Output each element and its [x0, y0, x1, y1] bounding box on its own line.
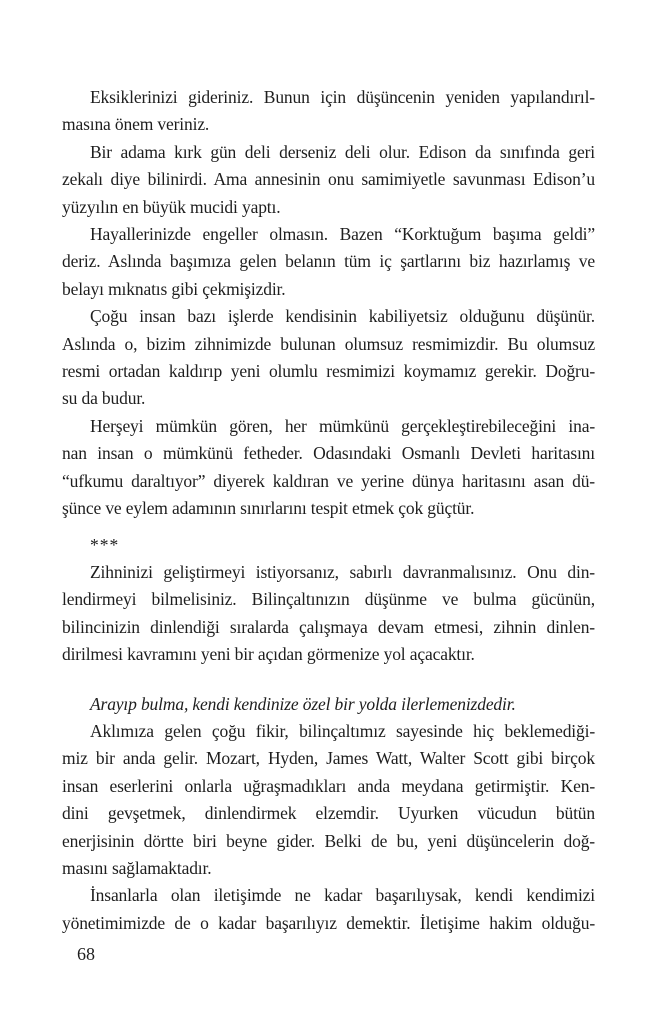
- text-line: Zihninizi geliştirmeyi istiyorsanız, sabırlı davranmalısınız. Onu din-: [90, 561, 595, 582]
- text-line: masına önem veriniz.: [62, 114, 210, 135]
- paragraph: [62, 882, 595, 937]
- text-line: lendirmeyi bilmelisiniz. Bilinçaltınızın düşünme ve bulma gücünün,: [62, 589, 595, 610]
- text-line: insan eserlerini onlarla uğraşmadıkları anda meydana getirmiştir. Ken-: [62, 775, 595, 796]
- text-line: bilincinizin dinlendiği sıralarda çalışmaya devam etmesi, zihnin dinlen-: [62, 616, 595, 637]
- text-line: şünce ve eylem adamının sınırlarını tespit etmek çok güçtür.: [62, 498, 475, 519]
- paragraph: [62, 221, 595, 303]
- text-line: nan insan o mümkünü fetheder. Odasındaki Osmanlı Devleti haritasını: [62, 443, 595, 464]
- text-line: miz bir anda gelir. Mozart, Hyden, James Watt, Walter Scott gibi birçok: [62, 748, 595, 769]
- text-line: Aslında o, bizim zihnimizde bulunan olumsuz resmimizdir. Bu olumsuz: [62, 333, 595, 354]
- text-line: belayı mıknatıs gibi çekmişizdir.: [62, 278, 286, 299]
- paragraph: [62, 559, 595, 669]
- text-line: ***: [90, 534, 120, 555]
- text-line: Bir adama kırk gün deli derseniz deli olur. Edison da sınıfında geri: [90, 141, 595, 162]
- paragraph: [62, 718, 595, 882]
- text-line: “ufkumu daraltıyor” diyerek kaldıran ve yerine dünya haritasını asan dü-: [62, 470, 595, 491]
- text-line: enerjisinin dörtte biri beyne gider. Belki de bu, yeni düşüncelerin doğ-: [62, 830, 595, 851]
- text-line: dini gevşetmek, dinlendirmek elzemdir. Uyurken vücudun bütün: [62, 803, 595, 824]
- section-separator: [62, 532, 595, 559]
- text-line: Herşeyi mümkün gören, her mümkünü gerçekleştirebileceğini ina-: [90, 415, 595, 436]
- paragraph: [62, 84, 595, 139]
- page-number: 68: [77, 944, 95, 964]
- text-line: Arayıp bulma, kendi kendinize özel bir yolda ilerlemenizdedir.: [90, 693, 516, 714]
- text-line: zekalı diye bilinirdi. Ama annesinin onu samimiyetle savunması Edison’u: [62, 169, 595, 190]
- text-line: yönetimimizde de o kadar başarılıyız demektir. İletişime hakim olduğu-: [62, 912, 595, 933]
- text-line: Çoğu insan bazı işlerde kendisinin kabiliyetsiz olduğunu düşünür.: [90, 306, 595, 327]
- italic-paragraph: [62, 691, 595, 718]
- text-line: resmi ortadan kaldırıp yeni olumlu resmimizi koymamız gerekir. Doğru-: [62, 361, 595, 382]
- text-line: su da budur.: [62, 388, 146, 409]
- text-line: dirilmesi kavramını yeni bir açıdan görmenize yol açacaktır.: [62, 644, 475, 665]
- text-line: masını sağlamaktadır.: [62, 857, 212, 878]
- text-line: deriz. Aslında başımıza gelen belanın tüm iç şartlarını biz hazırlamış ve: [62, 251, 595, 272]
- text-line: yüzyılın en büyük mucidi yaptı.: [62, 196, 281, 217]
- text-line: Eksiklerinizi gideriniz. Bunun için düşüncenin yeniden yapılandırıl-: [90, 87, 595, 107]
- text-line: Aklımıza gelen çoğu fikir, bilinçaltımız sayesinde hiç beklemediği-: [90, 720, 595, 741]
- text-block: [62, 84, 595, 937]
- paragraph: [62, 413, 595, 523]
- paragraph: [62, 303, 595, 413]
- paragraph: [62, 139, 595, 221]
- text-line: Hayallerinizde engeller olmasın. Bazen “Korktuğum başıma geldi”: [90, 224, 595, 245]
- text-line: İnsanlarla olan iletişimde ne kadar başarılıysak, kendi kendimizi: [90, 885, 595, 906]
